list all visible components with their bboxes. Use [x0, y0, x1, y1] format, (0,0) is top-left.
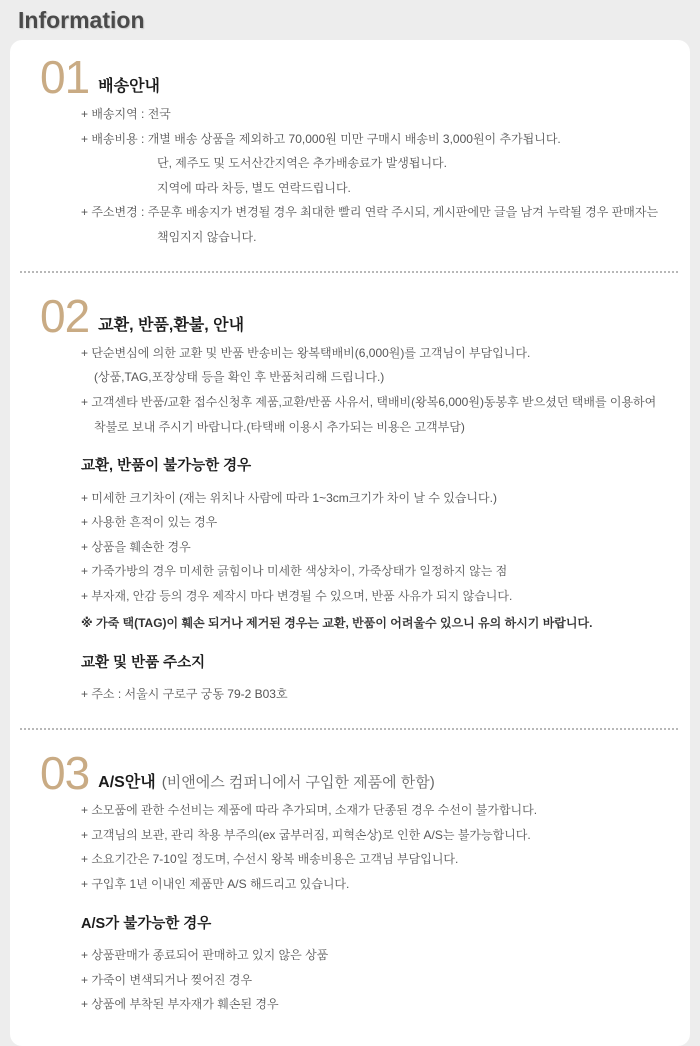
info-line: + 고객님의 보관, 관리 착용 부주의(ex 굽부러짐, 피혁손상)로 인한 A/S는 불가능합니다. [81, 827, 531, 842]
info-line: + 미세한 크기차이 (재는 위치나 사람에 따라 1~3cm크기가 차이 날 수 있습니다.) [81, 490, 497, 505]
info-line: + 소요기간은 7-10일 정도며, 수선시 왕복 배송비용은 고객님 부담입니다. [81, 852, 459, 867]
section-number: 02 [40, 289, 90, 342]
section-delivery [40, 51, 664, 247]
page-header [0, 0, 700, 40]
return-address-line: + 주소 : 서울시 구로구 궁동 79-2 B03호 [81, 687, 288, 702]
info-line: + 배송비용 : 개별 배송 상품을 제외하고 70,000원 미만 구매시 배송비 3,000원이 추가됩니다. [81, 131, 561, 146]
info-line: + 상품판매가 종료되어 판매하고 있지 않은 상품 [81, 947, 329, 962]
info-line: + 사용한 흔적이 있는 경우 [81, 515, 218, 530]
info-line: (상품,TAG,포장상태 등을 확인 후 반품처리해 드립니다.) [94, 370, 385, 385]
section-title: 배송안내 [98, 78, 160, 96]
info-line: + 주소변경 : 주문후 배송지가 변경될 경우 최대한 빨리 연락 주시되, 게시판에만 글을 남겨 누락될 경우 판매자는 [81, 205, 659, 220]
subsection-title-return-impossible: 교환, 반품이 불가능한 경우 [81, 458, 252, 475]
info-line: 지역에 따라 차등, 별도 연락드립니다. [157, 180, 351, 195]
info-line: 착불로 보내 주시기 바랍니다.(타택배 이용시 추가되는 비용은 고객부담) [94, 419, 465, 434]
section-exchange-return [40, 289, 664, 704]
section-as-header [40, 747, 664, 800]
info-line: + 상품에 부착된 부자재가 훼손된 경우 [81, 997, 279, 1012]
info-line: + 단순변심에 의한 교환 및 반품 반송비는 왕복택배비(6,000원)를 고객님이 부담입니다. [81, 345, 531, 360]
section-number: 01 [40, 51, 90, 103]
info-line: 책임지지 않습니다. [157, 230, 257, 245]
subsection-title-as-impossible: A/S가 불가능한 경우 [81, 915, 212, 932]
section-delivery-header [40, 51, 664, 103]
section-divider [20, 271, 678, 273]
section-divider [20, 728, 678, 730]
tag-warning-note: ※ 가죽 택(TAG)이 훼손 되거나 제거된 경우는 교환, 반품이 어려울수 있으니 유의 하시기 바랍니다. [81, 616, 593, 631]
section-as-guide [40, 747, 664, 1014]
page-title: Information [18, 7, 145, 33]
section-number: 03 [40, 747, 90, 800]
info-line: + 가죽가방의 경우 미세한 긁힘이나 미세한 색상차이, 가죽상태가 일정하지 않는 점 [81, 564, 508, 579]
section-title: A/S안내 [98, 774, 156, 792]
info-line: + 부자재, 안감 등의 경우 제작시 마다 변경될 수 있으며, 반품 사유가 되지 않습니다. [81, 588, 513, 603]
info-line: + 소모품에 관한 수선비는 제품에 따라 추가되며, 소재가 단종된 경우 수선이 불가합니다. [81, 803, 538, 818]
subsection-title-return-address: 교환 및 반품 주소지 [81, 655, 206, 672]
info-line: 단, 제주도 및 도서산간지역은 추가배송료가 발생됩니다. [157, 156, 447, 171]
section-delivery-body [40, 105, 664, 247]
section-title-note: (비앤에스 컴퍼니에서 구입한 제품에 한함) [161, 774, 435, 792]
info-card [10, 40, 690, 1046]
info-line: + 상품을 훼손한 경우 [81, 539, 191, 554]
section-title: 교환, 반품,환불, 안내 [98, 316, 245, 334]
section-exchange-header [40, 289, 664, 342]
info-line: + 배송지역 : 전국 [81, 107, 171, 122]
section-exchange-body [40, 344, 664, 704]
info-line: + 가죽이 변색되거나 찢어진 경우 [81, 972, 253, 987]
info-line: + 고객센타 반품/교환 접수신청후 제품,교환/반품 사유서, 택배비(왕복6,000원)동봉후 받으셨던 택배를 이용하여 [81, 394, 657, 409]
info-line: + 구입후 1년 이내인 제품만 A/S 해드리고 있습니다. [81, 876, 350, 891]
